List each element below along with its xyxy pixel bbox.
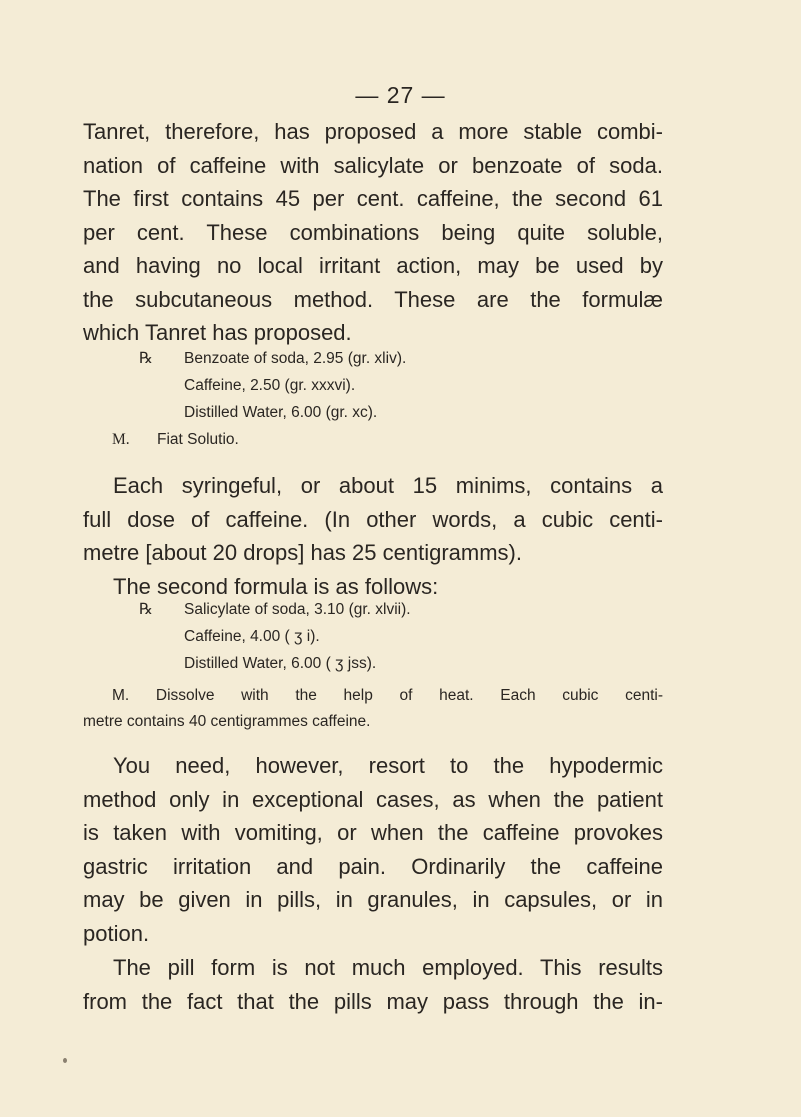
text-line: per cent. These combinations being quite soluble, xyxy=(83,219,663,245)
paragraph-hypodermic xyxy=(83,749,663,950)
formula-row xyxy=(83,623,663,650)
formula-salicylate xyxy=(83,596,663,677)
text-line: from the fact that the pills may pass through the in- xyxy=(83,988,663,1014)
formula-row xyxy=(83,399,663,426)
text-line: The pill form is not much employed. This results xyxy=(113,955,663,980)
formula-ingredient: Distilled Water, 6.00 ( ʒ jss). xyxy=(184,655,377,672)
formula-row xyxy=(83,650,663,677)
text-line: nation of caffeine with salicylate or benzoate of soda. xyxy=(83,152,663,178)
formula-row xyxy=(83,345,663,372)
formula-ingredient: Caffeine, 2.50 (gr. xxxvi). xyxy=(184,377,356,394)
text-line: which Tanret has proposed. xyxy=(83,320,352,345)
text-line: method only in exceptional cases, as when the patient xyxy=(83,786,663,812)
text-line: metre contains 40 centigrammes caffeine. xyxy=(83,713,371,730)
text-line: You need, however, resort to the hypodermic xyxy=(113,753,663,778)
formula-row xyxy=(83,426,663,453)
formula-ingredient: Salicylate of soda, 3.10 (gr. xlvii). xyxy=(184,601,411,618)
text-line: M. Dissolve with the help of heat. Each cubic centi- xyxy=(112,687,663,704)
text-line: metre [about 20 drops] has 25 centigramms). xyxy=(83,540,522,565)
formula-note xyxy=(83,683,663,735)
recipe-symbol-icon: ℞ xyxy=(139,600,153,618)
text-line: is taken with vomiting, or when the caffeine provokes xyxy=(83,820,663,845)
mix-instruction: Fiat Solutio. xyxy=(157,431,239,448)
text-line: the subcutaneous method. These are the formulæ xyxy=(83,286,663,312)
text-line: Tanret, therefore, has proposed a more stable combi- xyxy=(83,119,663,144)
formula-ingredient: Caffeine, 4.00 ( ʒ i). xyxy=(184,628,320,645)
paragraph-pill-form xyxy=(83,951,663,1018)
recipe-symbol-icon: ℞ xyxy=(139,349,153,367)
text-line: Each syringeful, or about 15 minims, contains a xyxy=(113,473,663,498)
text-line: gastric irritation and pain. Ordinarily the caffeine xyxy=(83,853,663,879)
text-line: potion. xyxy=(83,920,150,946)
page-number: — 27 — xyxy=(355,82,446,108)
text-line: The second formula is as follows: xyxy=(113,573,439,599)
formula-ingredient: Distilled Water, 6.00 (gr. xc). xyxy=(184,404,378,421)
text-line: The first contains 45 per cent. caffeine, the second 61 xyxy=(83,186,663,211)
formula-row xyxy=(83,372,663,399)
paper-speck xyxy=(63,1058,67,1063)
mix-label: M. xyxy=(112,431,130,448)
text-line: may be given in pills, in granules, in capsules, or in xyxy=(83,887,663,912)
text-line: full dose of caffeine. (In other words, a cubic centi- xyxy=(83,506,663,532)
formula-ingredient: Benzoate of soda, 2.95 (gr. xliv). xyxy=(184,350,407,367)
paragraph-syringeful xyxy=(83,469,663,603)
formula-benzoate xyxy=(83,345,663,453)
paragraph-tanret-proposal xyxy=(83,115,663,350)
formula-row xyxy=(83,596,663,623)
text-line: and having no local irritant action, may be used by xyxy=(83,253,663,278)
